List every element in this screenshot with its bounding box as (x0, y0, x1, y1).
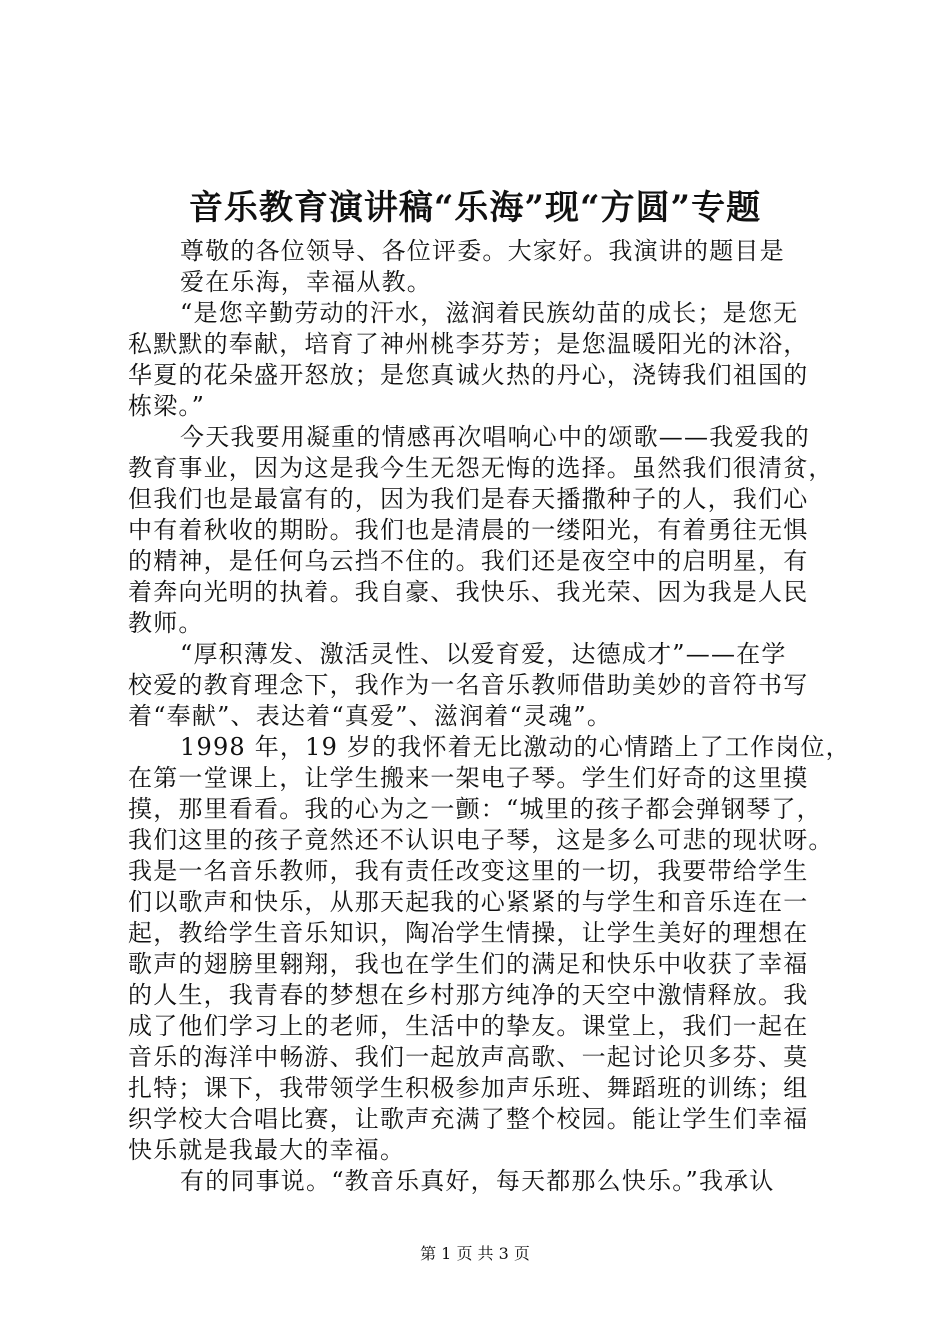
body-line: 我是一名音乐教师，我有责任改变这里的一切，我要带给学生 (128, 857, 809, 885)
body-line: 但我们也是最富有的，因为我们是春天播撒种子的人，我们心 (128, 485, 809, 513)
page-number-footer: 第 1 页 共 3 页 (420, 1244, 530, 1263)
body-line: 私默默的奉献，培育了神州桃李芬芳；是您温暖阳光的沐浴， (128, 330, 809, 358)
body-line: 我们这里的孩子竟然还不认识电子琴，这是多么可悲的现状呀。 (128, 826, 834, 854)
body-line: 华夏的花朵盛开怒放；是您真诚火热的丹心，浇铸我们祖国的 (128, 361, 809, 389)
body-line: 尊敬的各位领导、各位评委。大家好。我演讲的题目是 (180, 237, 785, 265)
body-line: 的人生，我青春的梦想在乡村那方纯净的天空中激情释放。我 (128, 981, 809, 1009)
body-line: “厚积薄发、激活灵性、以爱育爱，达德成才”——在学 (180, 640, 787, 668)
body-line: 起，教给学生音乐知识，陶冶学生情操，让学生美好的理想在 (128, 919, 809, 947)
body-line: 们以歌声和快乐，从那天起我的心紧紧的与学生和音乐连在一 (128, 888, 809, 916)
document-title: 音乐教育演讲稿“乐海”现“方圆”专题 (188, 188, 762, 228)
body-line: “是您辛勤劳动的汗水，滋润着民族幼苗的成长；是您无 (180, 299, 799, 327)
body-line: 爱在乐海，幸福从教。 (180, 268, 432, 296)
body-line: 扎特；课下，我带领学生积极参加声乐班、舞蹈班的训练；组 (128, 1074, 809, 1102)
body-line: 着奔向光明的执着。我自豪、我快乐、我光荣、因为我是人民 (128, 578, 809, 606)
body-line: 教师。 (128, 609, 204, 637)
body-line: 教育事业，因为这是我今生无怨无悔的选择。虽然我们很清贫， (128, 454, 834, 482)
body-line: 音乐的海洋中畅游、我们一起放声高歌、一起讨论贝多芬、莫 (128, 1043, 809, 1071)
body-line: 有的同事说。“教音乐真好，每天都那么快乐。”我承认 (180, 1167, 775, 1195)
body-line: 快乐就是我最大的幸福。 (128, 1136, 406, 1164)
body-line: 歌声的翅膀里翱翔，我也在学生们的满足和快乐中收获了幸福 (128, 950, 809, 978)
body-line: 今天我要用凝重的情感再次唱响心中的颂歌——我爱我的 (180, 423, 810, 451)
body-line: 着“奉献”、表达着“真爱”、滋润着“灵魂”。 (128, 702, 613, 730)
body-line: 成了他们学习上的老师，生活中的挚友。课堂上，我们一起在 (128, 1012, 809, 1040)
body-line: 在第一堂课上，让学生搬来一架电子琴。学生们好奇的这里摸 (128, 764, 809, 792)
body-line: 1998 年，19 岁的我怀着无比激动的心情踏上了工作岗位， (180, 733, 851, 761)
body-line: 的精神，是任何乌云挡不住的。我们还是夜空中的启明星，有 (128, 547, 809, 575)
body-line: 中有着秋收的期盼。我们也是清晨的一缕阳光，有着勇往无惧 (128, 516, 809, 544)
body-line: 栋梁。” (128, 392, 206, 420)
document-body (128, 236, 851, 1197)
body-line: 织学校大合唱比赛，让歌声充满了整个校园。能让学生们幸福 (128, 1105, 809, 1133)
body-line: 摸，那里看看。我的心为之一颤：“城里的孩子都会弹钢琴了， (128, 795, 822, 823)
body-line: 校爱的教育理念下，我作为一名音乐教师借助美妙的音符书写 (128, 671, 809, 699)
